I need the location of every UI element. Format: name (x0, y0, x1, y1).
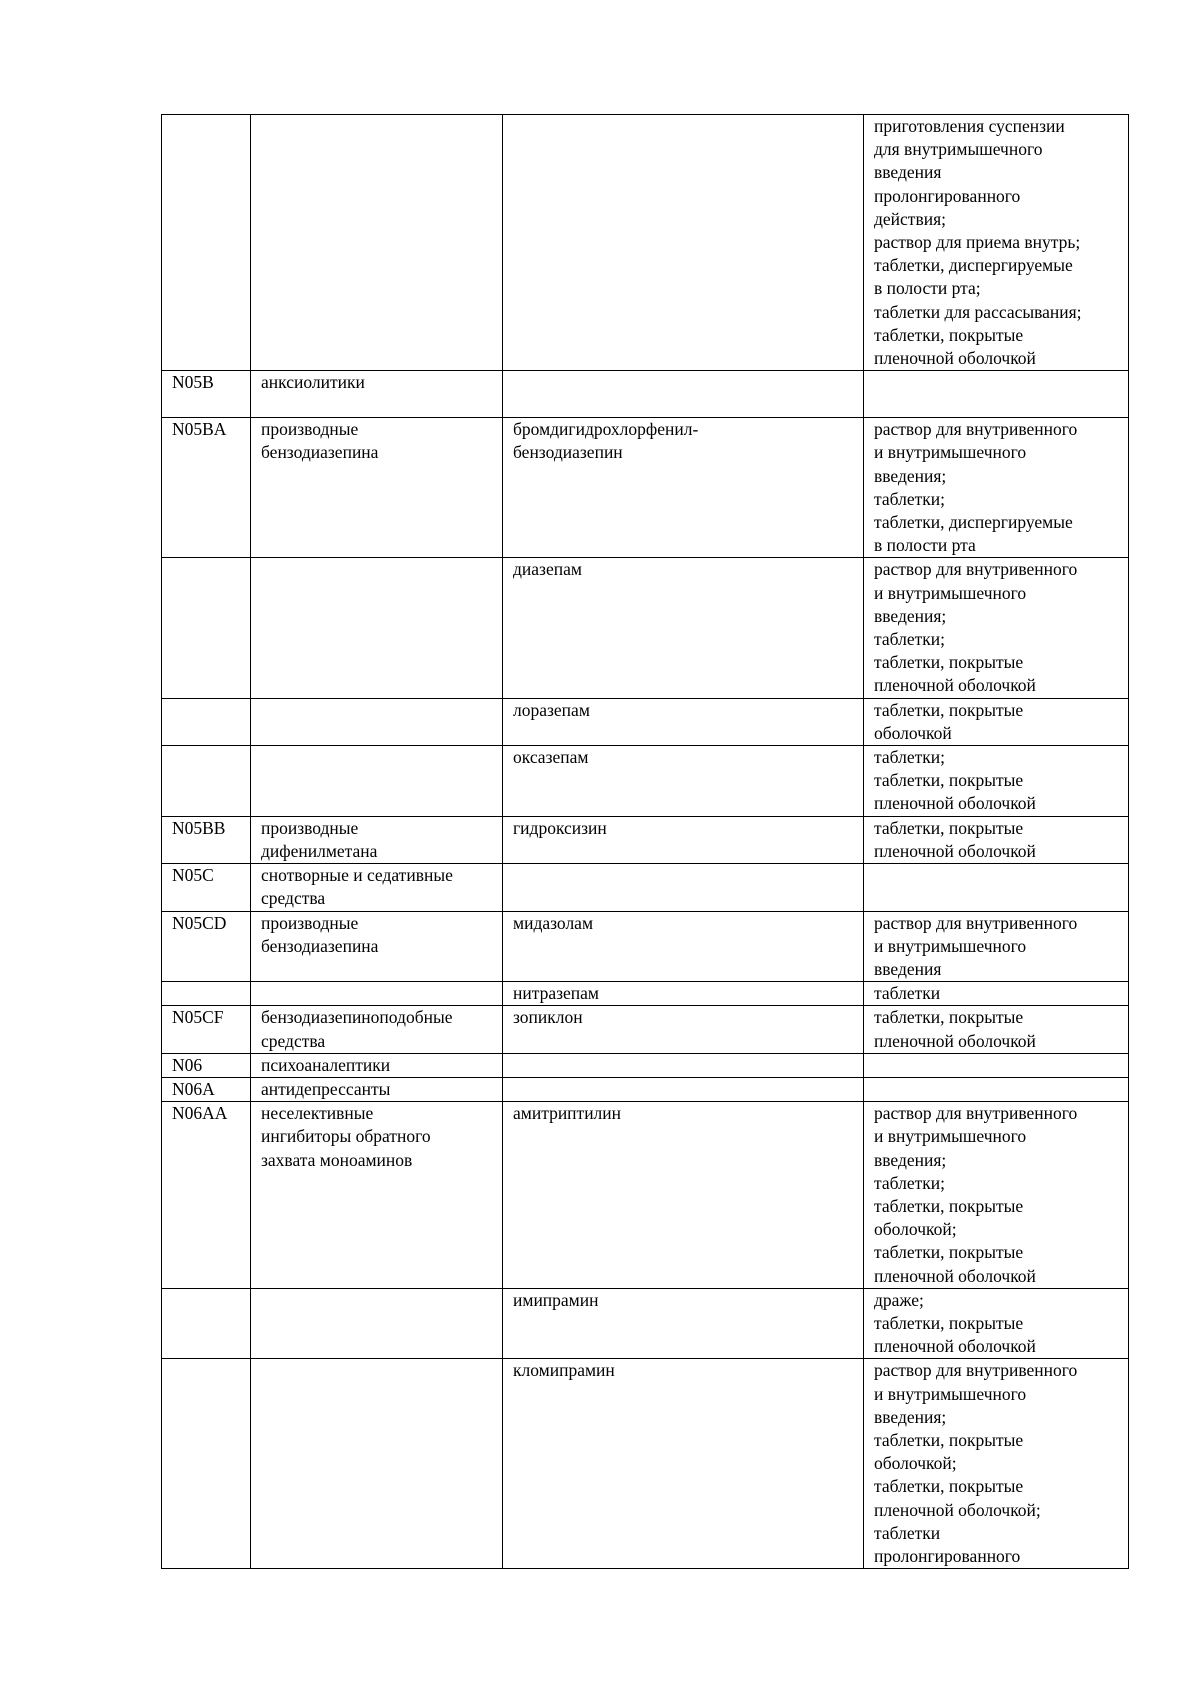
atc-code-cell: N05C (162, 864, 251, 911)
drug-cell: оксазепам (503, 746, 864, 817)
table-row (162, 1006, 1129, 1053)
dosage-form-cell (864, 864, 1129, 911)
table-row (162, 864, 1129, 911)
group-cell (251, 1288, 503, 1359)
dosage-form-cell (864, 1077, 1129, 1101)
drug-cell: зопиклон (503, 1006, 864, 1053)
table-row (162, 1053, 1129, 1077)
atc-code-cell: N05BB (162, 816, 251, 863)
atc-code-cell: N05CD (162, 911, 251, 982)
atc-code-cell: N06 (162, 1053, 251, 1077)
atc-code-cell: N06AA (162, 1102, 251, 1289)
group-cell: производные дифенилметана (251, 816, 503, 863)
table-row (162, 746, 1129, 817)
atc-code-cell: N05CF (162, 1006, 251, 1053)
dosage-form-cell: таблетки (864, 982, 1129, 1006)
table-row (162, 1077, 1129, 1101)
table-row (162, 698, 1129, 745)
drug-cell: амитриптилин (503, 1102, 864, 1289)
atc-code-cell (162, 982, 251, 1006)
drug-cell: нитразепам (503, 982, 864, 1006)
group-cell (251, 746, 503, 817)
group-cell: производные бензодиазепина (251, 418, 503, 558)
atc-code-cell: N06A (162, 1077, 251, 1101)
group-cell: анксиолитики (251, 371, 503, 418)
table-row (162, 816, 1129, 863)
group-cell: психоаналептики (251, 1053, 503, 1077)
table-row (162, 418, 1129, 558)
table-row (162, 1359, 1129, 1569)
dosage-form-cell: таблетки, покрытые оболочкой (864, 698, 1129, 745)
drug-cell: бромдигидрохлорфенил- бензодиазепин (503, 418, 864, 558)
drug-cell (503, 1053, 864, 1077)
group-cell (251, 982, 503, 1006)
dosage-form-cell: раствор для внутривенного и внутримышечного введения; таблетки; таблетки, покрытые оболочкой; таблетки, покрытые пленочной оболочкой (864, 1102, 1129, 1289)
drug-cell: кломипрамин (503, 1359, 864, 1569)
atc-code-cell (162, 1288, 251, 1359)
drug-cell (503, 864, 864, 911)
dosage-form-cell: драже; таблетки, покрытые пленочной оболочкой (864, 1288, 1129, 1359)
dosage-form-cell: таблетки, покрытые пленочной оболочкой (864, 816, 1129, 863)
group-cell: антидепрессанты (251, 1077, 503, 1101)
drug-cell: имипрамин (503, 1288, 864, 1359)
dosage-form-cell: раствор для внутривенного и внутримышечного введения; таблетки; таблетки, покрытые пленочной оболочкой (864, 558, 1129, 698)
dosage-form-cell: раствор для внутривенного и внутримышечного введения (864, 911, 1129, 982)
drug-cell (503, 115, 864, 371)
group-cell: производные бензодиазепина (251, 911, 503, 982)
group-cell (251, 698, 503, 745)
dosage-form-cell: приготовления суспензии для внутримышечного введения пролонгированного действия; раствор для приема внутрь; таблетки, диспергируемые в полости рта; таблетки для рассасывания; таблетки, покрытые пленочной оболочкой (864, 115, 1129, 371)
group-cell: снотворные и седативные средства (251, 864, 503, 911)
dosage-form-cell (864, 1053, 1129, 1077)
table-row (162, 982, 1129, 1006)
drug-cell: мидазолам (503, 911, 864, 982)
atc-code-cell (162, 115, 251, 371)
dosage-form-cell (864, 371, 1129, 418)
drug-cell (503, 1077, 864, 1101)
group-cell: неселективные ингибиторы обратного захвата моноаминов (251, 1102, 503, 1289)
drug-cell: диазепам (503, 558, 864, 698)
dosage-form-cell: раствор для внутривенного и внутримышечного введения; таблетки, покрытые оболочкой; таблетки, покрытые пленочной оболочкой; таблетки пролонгированного (864, 1359, 1129, 1569)
table-row (162, 115, 1129, 371)
atc-code-cell (162, 746, 251, 817)
drug-cell: гидроксизин (503, 816, 864, 863)
group-cell (251, 1359, 503, 1569)
atc-code-cell: N05B (162, 371, 251, 418)
drug-table (161, 114, 1129, 1569)
drug-cell: лоразепам (503, 698, 864, 745)
atc-code-cell: N05BA (162, 418, 251, 558)
dosage-form-cell: таблетки; таблетки, покрытые пленочной оболочкой (864, 746, 1129, 817)
group-cell: бензодиазепиноподобные средства (251, 1006, 503, 1053)
atc-code-cell (162, 1359, 251, 1569)
dosage-form-cell: раствор для внутривенного и внутримышечного введения; таблетки; таблетки, диспергируемые в полости рта (864, 418, 1129, 558)
atc-code-cell (162, 698, 251, 745)
table-row (162, 371, 1129, 418)
dosage-form-cell: таблетки, покрытые пленочной оболочкой (864, 1006, 1129, 1053)
atc-code-cell (162, 558, 251, 698)
group-cell (251, 115, 503, 371)
table-row (162, 1288, 1129, 1359)
group-cell (251, 558, 503, 698)
table-row (162, 558, 1129, 698)
table-row (162, 1102, 1129, 1289)
table-row (162, 911, 1129, 982)
drug-cell (503, 371, 864, 418)
